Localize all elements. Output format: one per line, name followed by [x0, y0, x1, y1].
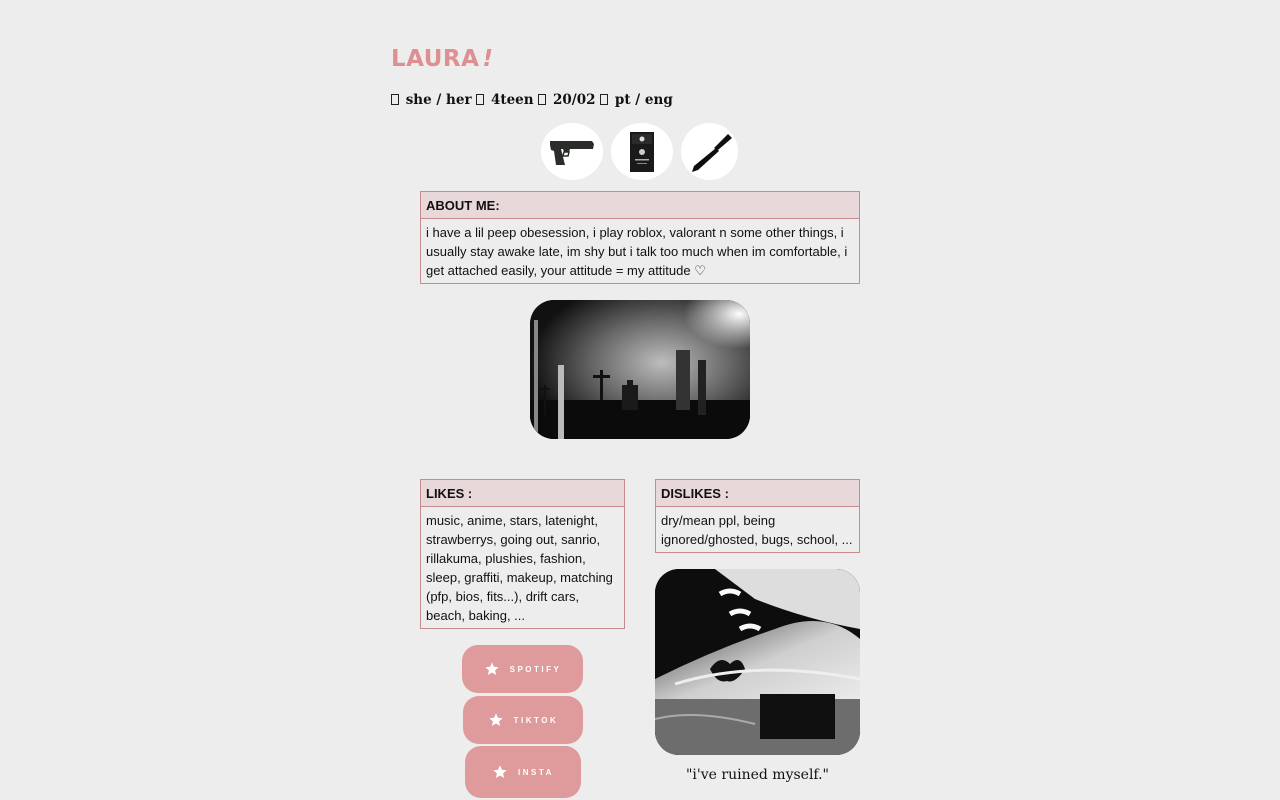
title-suffix: ! [482, 46, 494, 72]
missing-glyph-icon [600, 94, 608, 105]
star-icon [488, 712, 504, 728]
star-icon [484, 661, 500, 677]
about-me-heading: ABOUT ME: [421, 192, 859, 219]
missing-glyph-icon [391, 94, 399, 105]
dislikes-heading: DISLIKES : [656, 480, 859, 507]
dislikes-panel [655, 479, 860, 553]
likes-panel [420, 479, 625, 629]
likes-heading: LIKES : [421, 480, 624, 507]
star-icon [492, 764, 508, 780]
knife-icon [681, 123, 738, 180]
page-title [391, 46, 493, 72]
birthday: 20/02 [553, 92, 596, 108]
insta-link-button[interactable] [465, 746, 581, 798]
cigarette-pack-icon [611, 123, 673, 180]
title-text: LAURA [391, 46, 480, 72]
likes-text: music, anime, stars, latenight, strawberrys, going out, sanrio, rillakuma, plushies, fashion, sleep, graffiti, makeup, matching (pfp, bios, fits...), drift cars, beach, baking, ... [426, 513, 613, 623]
dislikes-text: dry/mean ppl, being ignored/ghosted, bugs, school, ... [661, 513, 853, 547]
pronouns: she / her [405, 92, 472, 108]
icon-row [541, 123, 738, 180]
graveyard-image [530, 300, 750, 439]
tiktok-link-button[interactable] [463, 696, 583, 744]
quote-text: "i've ruined myself." [685, 767, 829, 783]
pistol-icon [541, 123, 603, 180]
profile-info-line [391, 92, 673, 108]
tiktok-label: TIKTOK [513, 715, 559, 725]
about-me-panel [420, 191, 860, 284]
tattoo-image [655, 569, 860, 755]
insta-label: INSTA [518, 767, 554, 777]
languages: pt / eng [614, 92, 673, 108]
spotify-link-button[interactable] [462, 645, 583, 693]
about-me-text: i have a lil peep obesession, i play roblox, valorant n some other things, i usually stay awake late, im shy but i talk too much when im comfortable, i get attached easily, your attitude = my attitude ♡ [426, 225, 848, 278]
missing-glyph-icon [476, 94, 484, 105]
missing-glyph-icon [538, 94, 546, 105]
spotify-label: SPOTIFY [509, 664, 562, 674]
age: 4teen [490, 92, 534, 108]
